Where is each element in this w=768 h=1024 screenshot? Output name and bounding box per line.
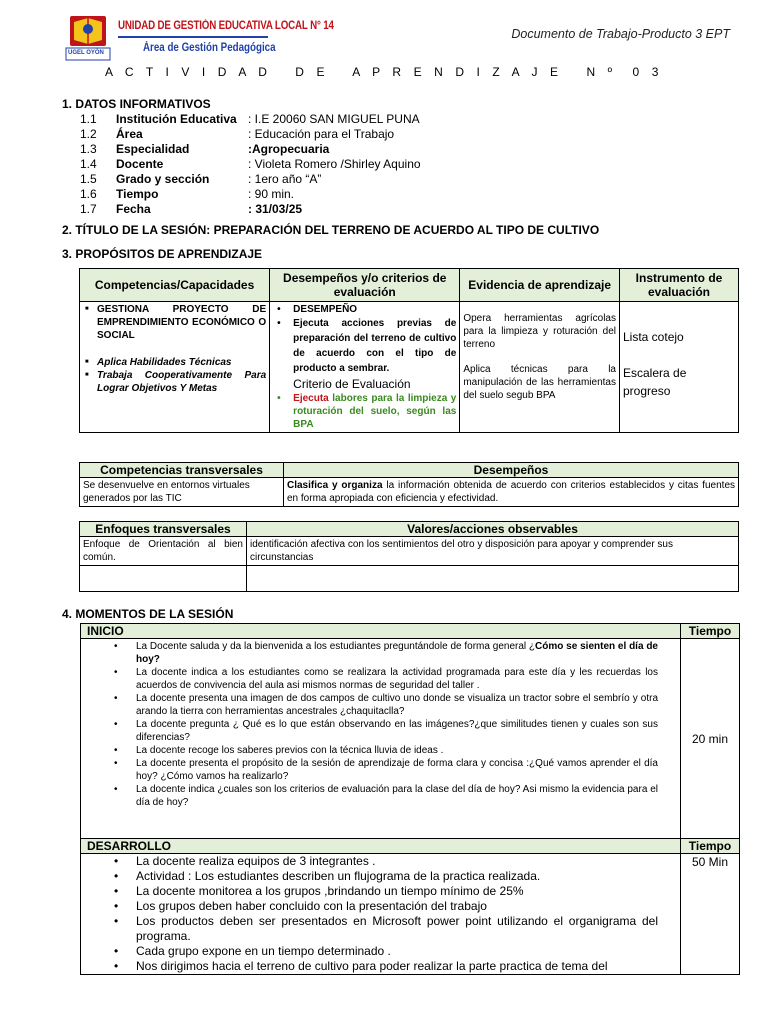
inicio-content bbox=[81, 639, 681, 839]
col-header-evidencia: Evidencia de aprendizaje bbox=[460, 269, 620, 302]
ugel-logo bbox=[62, 12, 114, 62]
inicio-item bbox=[84, 692, 658, 718]
desempeno-text: • Ejecuta acciones previas de preparación del terreno de cultivo de acuerdo con el tipo de producto a sembrar. bbox=[273, 316, 456, 376]
info-value: : 90 min. bbox=[248, 187, 295, 201]
transversal-competencia: Se desenvuelve en entornos virtuales generados por las TIC bbox=[80, 478, 284, 507]
inicio-list bbox=[84, 640, 658, 809]
info-number: 1.1 bbox=[80, 112, 97, 126]
desarrollo-item: • La docente realiza equipos de 3 integrantes . bbox=[84, 854, 658, 869]
inicio-item-bold: Cómo se sienten el día de hoy? bbox=[136, 641, 658, 665]
criterio-text: labores para la limpieza y roturación del suelo, según las BPA bbox=[293, 393, 457, 430]
info-number: 1.6 bbox=[80, 187, 97, 201]
criterio-item bbox=[273, 392, 456, 431]
inicio-time: 20 min bbox=[681, 639, 740, 839]
capacidad-item: ■ Trabaja Cooperativamente Para Lograr Objetivos Y Metas bbox=[83, 369, 266, 395]
section-2-heading: 2. TÍTULO DE LA SESIÓN: PREPARACIÓN DEL TERRENO DE ACUERDO AL TIPO DE CULTIVO bbox=[62, 223, 600, 237]
info-key: Fecha bbox=[116, 202, 151, 216]
info-number: 1.4 bbox=[80, 157, 97, 171]
instrumento-1: Lista cotejo bbox=[623, 330, 684, 344]
info-row bbox=[80, 202, 302, 217]
purposes-table bbox=[79, 268, 739, 433]
enfoques-table bbox=[79, 521, 739, 592]
logo-text: UGEL OYÓN bbox=[68, 50, 104, 56]
momentos-table bbox=[80, 623, 740, 975]
desempenos-cell bbox=[270, 302, 460, 433]
desarrollo-item: • Nos dirigimos hacia el terreno de cultivo para poder realizar la parte practica de tema del bbox=[84, 959, 658, 974]
info-value: : 31/03/25 bbox=[248, 202, 303, 216]
col-header-enfoques: Enfoques transversales bbox=[80, 522, 247, 537]
document-title: A C T I V I D A D D E A P R E N D I Z A J E N º 0 3 bbox=[105, 65, 663, 79]
inicio-item-text: La docente recoge los saberes previos con la técnica lluvia de ideas . bbox=[136, 745, 444, 756]
info-number: 1.5 bbox=[80, 172, 97, 186]
col-header-instrumento: Instrumento de evaluación bbox=[620, 269, 739, 302]
inicio-item-text: La docente presenta el propósito de la sesión de aprendizaje de forma clara y concisa :¿Qué vamos aprender el día hoy? ¿Cómo vamos ha realizarlo? bbox=[136, 758, 658, 782]
org-area: Área de Gestión Pedagógica bbox=[143, 42, 276, 54]
desarrollo-content bbox=[81, 854, 681, 975]
capacidad-item: ■ Aplica Habilidades Técnicas bbox=[83, 356, 266, 369]
col-header-valores: Valores/acciones observables bbox=[247, 522, 739, 537]
inicio-item bbox=[84, 744, 658, 757]
enfoque-cell: Enfoque de Orientación al bien común. bbox=[80, 537, 247, 566]
transversal-desempeno-bold: Clasifica y organiza bbox=[287, 480, 383, 491]
document-label: Documento de Trabajo-Producto 3 EPT bbox=[511, 27, 730, 41]
info-number: 1.2 bbox=[80, 127, 97, 141]
col-header-transversales: Competencias transversales bbox=[80, 463, 284, 478]
competencia-item: ■ GESTIONA PROYECTO DE EMPRENDIMIENTO ECONÓMICO O SOCIAL bbox=[83, 303, 266, 342]
empty-cell bbox=[80, 566, 247, 592]
info-key: Docente bbox=[116, 157, 164, 171]
criterio-label: Criterio de Evaluación bbox=[293, 377, 411, 391]
info-value: : Violeta Romero /Shirley Aquino bbox=[248, 157, 421, 171]
inicio-item bbox=[84, 718, 658, 744]
inicio-item bbox=[84, 783, 658, 809]
desarrollo-item: • Actividad : Los estudiantes describen un flujograma de la practica realizada. bbox=[84, 869, 658, 884]
info-value: : Educación para el Trabajo bbox=[248, 127, 395, 141]
tiempo-header: Tiempo bbox=[681, 839, 740, 854]
info-value: : I.E 20060 SAN MIGUEL PUNA bbox=[248, 112, 420, 126]
transversal-desempeno-rest: la información obtenida de acuerdo con criterios establecidos y citas fuentes en forma apropiada con eficiencia y efectividad. bbox=[287, 480, 736, 504]
info-key: Área bbox=[116, 127, 143, 141]
col-header-desempenos-t: Desempeños bbox=[284, 463, 739, 478]
org-name: UNIDAD DE GESTIÓN EDUCATIVA LOCAL N° 14 bbox=[118, 20, 334, 32]
info-key: Tiempo bbox=[116, 187, 159, 201]
evidencia-cell bbox=[460, 302, 620, 433]
info-row bbox=[80, 127, 394, 142]
competencias-cell bbox=[80, 302, 270, 433]
desarrollo-item: • Cada grupo expone en un tiempo determinado . bbox=[84, 944, 658, 959]
inicio-item bbox=[84, 666, 658, 692]
transversal-desempeno bbox=[284, 478, 739, 507]
desarrollo-list bbox=[84, 854, 658, 974]
inicio-item-text: La docente indica ¿cuales son los criterios de evaluación para la clase del día de hoy? Asi mismo la evidencia para el día de hoy? bbox=[136, 784, 658, 808]
instrumento-2: Escalera de progreso bbox=[623, 366, 687, 398]
criterio-verb: Ejecuta bbox=[293, 393, 329, 404]
col-header-desempenos: Desempeños y/o criterios de evaluación bbox=[270, 269, 460, 302]
empty-cell bbox=[247, 566, 739, 592]
desarrollo-item: • Los productos deben ser presentados en Microsoft power point utilizando el organigrama del programa. bbox=[84, 914, 658, 944]
info-value: : 1ero año “A” bbox=[248, 172, 322, 186]
section-3-heading: 3. PROPÓSITOS DE APRENDIZAJE bbox=[62, 247, 263, 261]
inicio-item bbox=[84, 757, 658, 783]
section-4-heading: 4. MOMENTOS DE LA SESIÓN bbox=[62, 607, 234, 621]
header-divider bbox=[118, 36, 268, 38]
tiempo-header: Tiempo bbox=[681, 624, 740, 639]
desarrollo-item: • Los grupos deben haber concluido con la presentación del trabajo bbox=[84, 899, 658, 914]
info-row bbox=[80, 172, 321, 187]
inicio-item-text: La docente pregunta ¿ Qué es lo que están observando en las imágenes?¿que similitudes tienen y cuales son sus diferencias? bbox=[136, 719, 658, 743]
info-row bbox=[80, 112, 420, 127]
info-number: 1.3 bbox=[80, 142, 97, 156]
info-key: Grado y sección bbox=[116, 172, 210, 186]
info-key: Especialidad bbox=[116, 142, 190, 156]
inicio-item-text: La docente indica a los estudiantes como se realizara la actividad programada para este día y les recuerdas los acuerdos de convivencia del aula asi mismos normas de seguridad del taller . bbox=[136, 667, 658, 691]
desempeno-label: • DESEMPEÑO bbox=[273, 303, 456, 316]
desarrollo-header: DESARROLLO bbox=[81, 839, 681, 854]
section-1-heading: 1. DATOS INFORMATIVOS bbox=[62, 97, 211, 111]
desarrollo-item: • La docente monitorea a los grupos ,brindando un tiempo mínimo de 25% bbox=[84, 884, 658, 899]
col-header-competencias: Competencias/Capacidades bbox=[80, 269, 270, 302]
info-row bbox=[80, 142, 329, 157]
info-row bbox=[80, 187, 294, 202]
inicio-header: INICIO bbox=[81, 624, 681, 639]
evidencia-1: Opera herramientas agrícolas para la limpieza y roturación del terreno bbox=[463, 313, 616, 350]
evidencia-2: Aplica técnicas para la manipulación de las herramientas del suelo segub BPA bbox=[463, 364, 616, 401]
inicio-item-text: La docente presenta una imagen de dos campos de cultivo uno donde se visualiza un tractor sobre el sembrío y otra arando la tierra con herramientas ancestrales ¿chaquitaclla? bbox=[136, 693, 658, 717]
valores-cell: identificación afectiva con los sentimientos del otro y disposición para apoyar y comprender sus circunstancias bbox=[247, 537, 739, 566]
info-value: :Agropecuaria bbox=[248, 142, 330, 156]
instrumento-cell bbox=[620, 302, 739, 433]
inicio-item-text: La Docente saluda y da la bienvenida a los estudiantes preguntándole de forma general ¿ bbox=[136, 641, 536, 652]
desarrollo-time: 50 Min bbox=[681, 854, 740, 975]
info-number: 1.7 bbox=[80, 202, 97, 216]
info-row bbox=[80, 157, 421, 172]
info-key: Institución Educativa bbox=[116, 112, 237, 126]
transversal-table bbox=[79, 462, 739, 507]
inicio-item bbox=[84, 640, 658, 666]
